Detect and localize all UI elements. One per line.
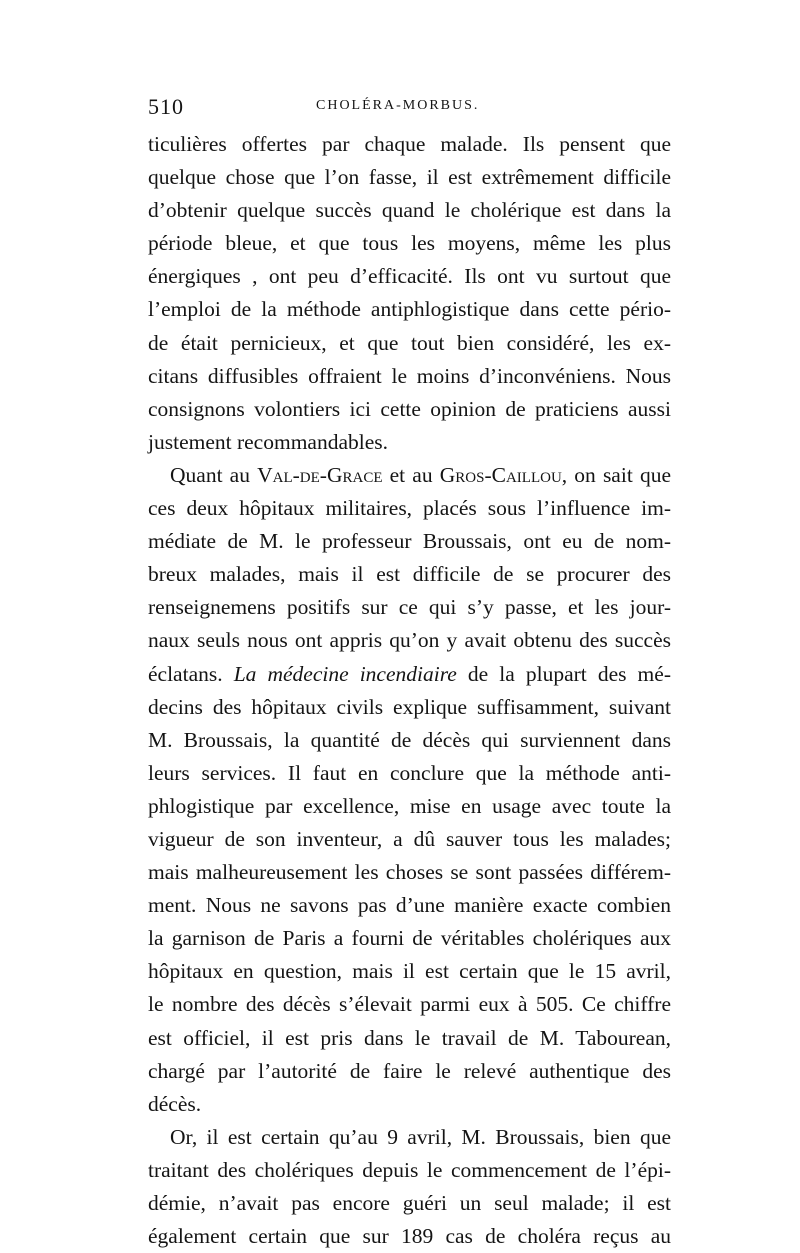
text-line: Or, il est certain qu’au 9 avril, M. Broussais, bien que	[170, 1124, 671, 1149]
text-line: phlogistique par excellence, mise en usage avec toute la	[148, 793, 671, 818]
italic-phrase: La médecine incendiaire	[233, 661, 457, 686]
text-line: leurs services. Il faut en conclure que la méthode anti-	[148, 760, 671, 785]
text-line	[148, 459, 671, 492]
text-line: naux seuls nous ont appris qu’on y avait obtenu des succès	[148, 628, 671, 653]
page-number: 510	[148, 94, 184, 119]
text-line: vigueur de son inventeur, a dû sauver tous les malades;	[148, 826, 671, 851]
text-run: éclatans.	[148, 661, 234, 686]
text-run: , on sait que	[561, 462, 671, 487]
text-line: M. Broussais, la quantité de décès qui surviennent dans	[148, 727, 671, 752]
text-line: traitant des cholériques depuis le commencement de l’épi-	[148, 1157, 671, 1182]
text-line: énergiques , ont peu d’efficacité. Ils ont vu surtout que	[148, 264, 671, 289]
page-header	[148, 94, 668, 124]
text-line: quelque chose que l’on fasse, il est extrêmement difficile	[148, 165, 671, 190]
text-run: et au	[382, 462, 440, 487]
text-line: est officiel, il est pris dans le travail de M. Tabourean,	[148, 1025, 671, 1050]
text-line: hôpitaux en question, mais il est certain que le 15 avril,	[148, 959, 671, 984]
paragraph-2	[148, 459, 671, 1121]
hospital-name-val-de-grace: Val-de-Grace	[257, 462, 383, 487]
text-line: également certain que sur 189 cas de choléra reçus au	[148, 1224, 671, 1249]
text-line: démie, n’avait pas encore guéri un seul malade; il est	[148, 1191, 671, 1215]
text-line: justement recommandables.	[148, 429, 389, 454]
text-line: consignons volontiers ici cette opinion de praticiens aussi	[148, 396, 671, 421]
text-line: ces deux hôpitaux militaires, placés sous l’influence im-	[148, 496, 671, 521]
paragraph-1	[148, 128, 671, 459]
paragraph-3	[148, 1121, 671, 1253]
text-line	[148, 658, 671, 691]
text-line: breux malades, mais il est difficile de se procurer des	[148, 562, 671, 587]
text-line: citans diffusibles offraient le moins d’inconvéniens. Nous	[148, 363, 671, 388]
text-line: renseignemens positifs sur ce qui s’y passe, et les jour-	[148, 595, 671, 620]
text-line: ment. Nous ne savons pas d’une manière exacte combien	[148, 893, 671, 918]
text-line: la garnison de Paris a fourni de véritables cholériques aux	[148, 926, 671, 951]
text-line: période bleue, et que tous les moyens, même les plus	[148, 231, 671, 256]
text-line: l’emploi de la méthode antiphlogistique dans cette pério-	[148, 297, 671, 322]
text-line: d’obtenir quelque succès quand le cholérique est dans la	[148, 198, 671, 223]
text-run: de la plupart des mé-	[456, 661, 671, 686]
text-line: de était pernicieux, et que tout bien considéré, les ex-	[148, 330, 671, 355]
text-line: chargé par l’autorité de faire le relevé authentique des	[148, 1058, 671, 1083]
text-line: médiate de M. le professeur Broussais, ont eu de nom-	[148, 529, 671, 554]
text-run: Quant au	[170, 462, 258, 487]
text-line: le nombre des décès s’élevait parmi eux à 505. Ce chiffre	[148, 992, 671, 1017]
text-line: decins des hôpitaux civils explique suffisamment, suivant	[148, 694, 671, 719]
running-head: CHOLÉRA-MORBUS.	[316, 98, 480, 113]
text-line: mais malheureusement les choses se sont passées différem-	[148, 860, 671, 885]
text-line: décès.	[148, 1091, 202, 1116]
hospital-name-gros-caillou: Gros-Caillou	[439, 462, 562, 487]
body-text	[148, 128, 671, 1253]
text-line: ticulières offertes par chaque malade. Ils pensent que	[148, 132, 671, 156]
